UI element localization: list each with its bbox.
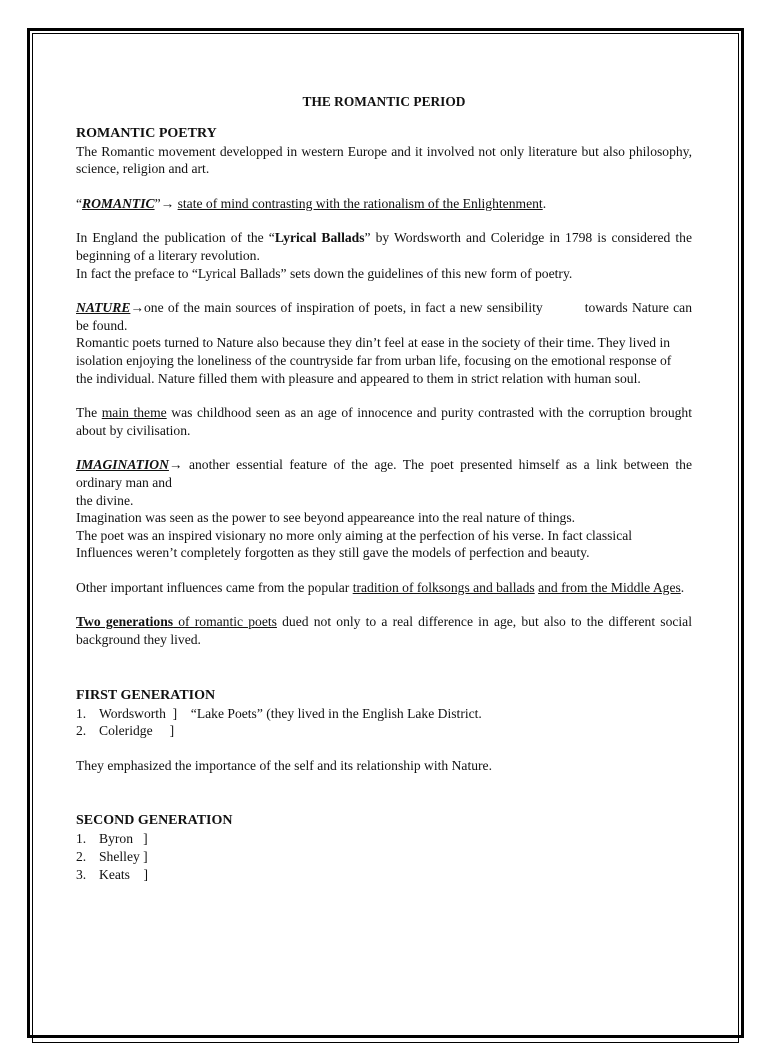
term-nature: NATURE [76,300,131,316]
paragraph-imagination: IMAGINATION→ another essential feature of the age. The poet presented himself as a link between the ordinary man and [76,457,692,490]
romantic-definition-text: state of mind contrasting with the rationalism of the Enlightenment [177,195,543,211]
term-romantic: ROMANTIC [82,195,155,211]
paragraph-nature: NATURE→one of the main sources of inspiration of poets, in fact a new sensibility towards Nature can be found. [76,300,693,333]
influences-folksongs: tradition of folksongs and ballads [352,579,535,595]
paragraph-two-generations: Two generations of romantic poets dued not only to a real difference in age, but also to the different social background they lived. [76,614,692,648]
term-imagination: IMAGINATION [76,457,169,473]
arrow-icon: → [168,457,183,473]
list-item: 2. Shelley ] [76,849,148,865]
paragraph-main-theme: The main theme was childhood seen as an age of innocence and purity contrasted with the corruption brought about by civilisation. [76,405,692,438]
paragraph-imagination-line5: Influences weren’t completely forgotten as they still gave the models of perfection and beauty. [76,545,590,561]
list-item: 1. Wordsworth ] “Lake Poets” (they lived in the English Lake District. [76,705,482,721]
paragraph-romantic-movement: The Romantic movement developped in western Europe and it involved not only literature but also philosophy, science, religion and art. [76,143,692,177]
document-body [76,93,692,883]
list-item: 2. Coleridge ] [76,723,175,739]
section-heading-second-generation: SECOND GENERATION [76,813,233,829]
paragraph-imagination-line2: the divine. [76,492,134,508]
list-item: 3. Keats ] [76,866,149,882]
title-lyrical-ballads: Lyrical Ballads [274,230,365,246]
paragraph-first-generation-note: They emphasized the importance of the self and its relationship with Nature. [76,757,492,773]
document-title: THE ROMANTIC PERIOD [302,94,466,109]
paragraph-nature-line4: the individual. Nature filled them with pleasure and appeared to them in strict relation with human soul. [76,370,641,386]
paragraph-influences: Other important influences came from the popular tradition of folksongs and ballads and from the Middle Ages. [76,579,685,595]
paragraph-nature-line2: Romantic poets turned to Nature also because they din’t feel at ease in the society of their time. They lived in [76,335,671,351]
arrow-icon: → [160,195,175,211]
paragraph-imagination-line3: Imagination was seen as the power to see beyond appeareance into the real nature of things. [76,510,576,526]
section-heading-first-generation: FIRST GENERATION [76,687,216,703]
paragraph-nature-line3: isolation enjoying the loneliness of the countryside far from urban life, focusing on the emotional response of [76,352,672,368]
two-generations-bold: Two generations [76,614,174,630]
main-theme-underlined: main theme [101,405,167,421]
arrow-icon: → [130,300,144,316]
paragraph-lyrical-preface: In fact the preface to “Lyrical Ballads” sets down the guidelines of this new form of poetry. [76,265,573,281]
list-item: 1. Byron ] [76,831,148,847]
paragraph-imagination-line4: The poet was an inspired visionary no more only aiming at the perfection of his verse. In fact classical [76,527,633,543]
section-heading-romantic-poetry: ROMANTIC POETRY [76,125,217,141]
paragraph-lyrical-ballads: In England the publication of the “Lyrical Ballads” by Wordsworth and Coleridge in 1798 is considered the beginning of a literary revolution. [76,230,693,263]
paragraph-romantic-definition: “ROMANTIC”→ state of mind contrasting with the rationalism of the Enlightenment. [76,195,547,211]
influences-middle-ages: and from the Middle Ages [538,579,681,595]
